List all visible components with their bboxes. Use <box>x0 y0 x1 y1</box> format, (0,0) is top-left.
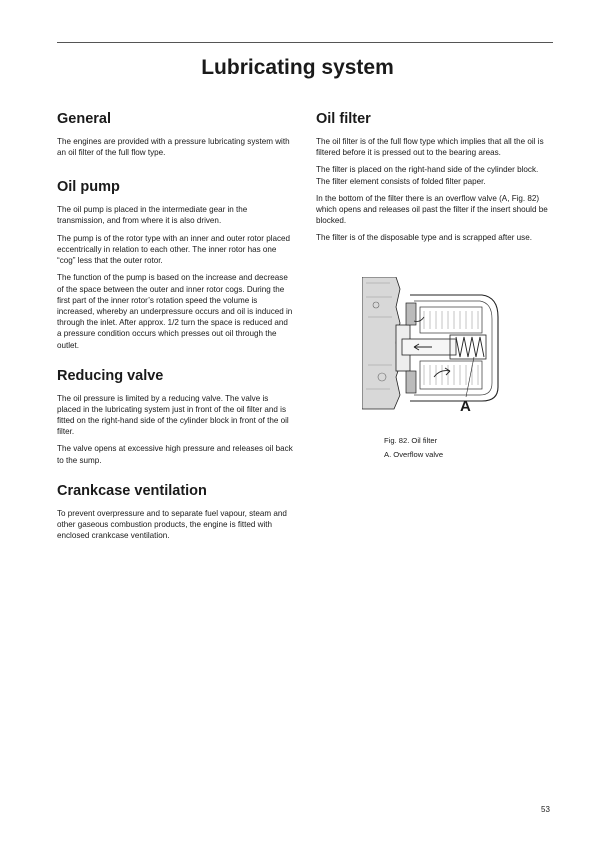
paragraph: The oil pump is placed in the intermediate gear in the transmission, and from where it is also driven. <box>57 205 248 226</box>
section-reducing-valve <box>57 369 293 466</box>
paragraph: The engines are provided with a pressure lubricating system with an oil filter of the full flow type. <box>57 136 290 158</box>
heading-oil-filter: Oil filter <box>316 111 371 127</box>
paragraph: The pump is of the rotor type with an inner and outer rotor placed eccentrically in relation to each other. The inner rotor has one “cog” less that the outer rotor. <box>57 233 291 266</box>
oil-filter-cross-section-icon <box>362 277 512 417</box>
paragraph: To prevent overpressure and to separate fuel vapour, steam and other gaseous combustion products, the engine is fitted with enclosed crankcase ventilation. <box>57 508 287 541</box>
section-general <box>57 112 293 158</box>
section-oil-filter <box>316 112 553 244</box>
left-column <box>57 112 293 547</box>
figure-callout-label: A <box>460 398 471 415</box>
section-oil-pump <box>57 180 293 350</box>
heading-oil-pump: Oil pump <box>57 179 120 196</box>
page-title: Lubricating system <box>201 56 394 79</box>
figure-caption <box>384 434 544 462</box>
oil-filter-figure <box>362 277 512 417</box>
paragraph: In the bottom of the filter there is an overflow valve (A, Fig. 82) which opens and releases oil past the filter if the insert should be blocked. <box>316 193 548 226</box>
heading-general: General <box>57 111 111 127</box>
heading-crankcase-ventilation: Crankcase ventilation <box>57 482 207 499</box>
paragraph: The valve opens at excessive high pressure and releases oil back to the sump. <box>57 444 293 465</box>
figure-caption-title: Fig. 82. Oil filter <box>384 436 438 445</box>
top-rule <box>57 42 553 43</box>
section-crankcase-ventilation <box>57 484 293 542</box>
paragraph: The oil filter is of the full flow type which implies that all the oil is filtered before it is pressed out to the bearing areas. <box>316 136 544 158</box>
figure-caption-legend: A. Overflow valve <box>384 450 444 459</box>
paragraph: The filter is placed on the right-hand side of the cylinder block. The filter element consists of folded filter paper. <box>316 165 539 186</box>
paragraph: The function of the pump is based on the increase and decrease of the space between the outer and inner rotor cogs. During the first part of the inner rotor’s rotation speed the volume is increased, whereby an underpressure occurs and oil is induced in through the inlet. After approx. 1/2 turn the space is reduced and a pressure condition occurs which presses out oil through the outlet. <box>57 273 293 350</box>
paragraph: The filter is of the disposable type and is scrapped after use. <box>316 233 532 243</box>
paragraph: The oil pressure is limited by a reducing valve. The valve is placed in the lubricating system just in front of the oil filter and is fitted on the right-hand side of the cylinder block in front of the oil filter. <box>57 393 289 437</box>
right-column <box>316 112 553 250</box>
heading-reducing-valve: Reducing valve <box>57 367 164 384</box>
page-number: 53 <box>541 805 550 814</box>
